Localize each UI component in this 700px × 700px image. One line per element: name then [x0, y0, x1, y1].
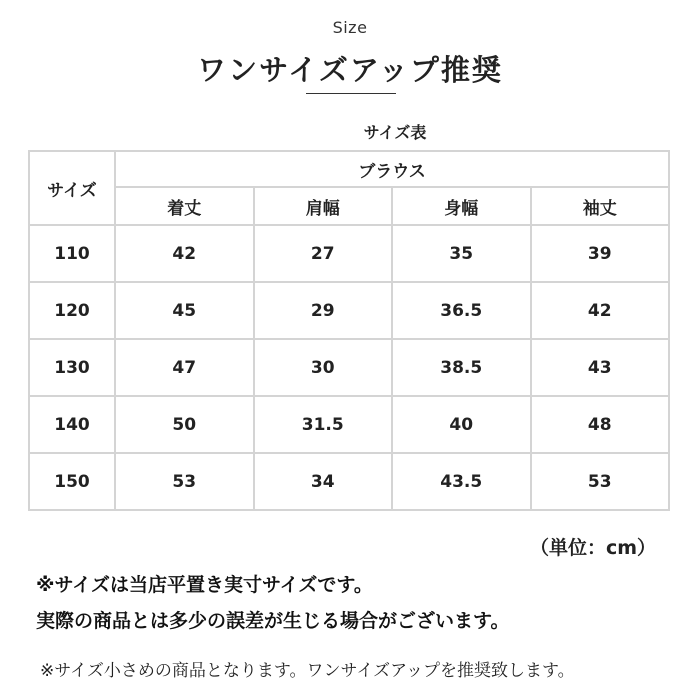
blouse-group-header: ブラウス — [115, 151, 669, 187]
value-cell: 50 — [115, 396, 254, 453]
column-header-length: 着丈 — [115, 187, 254, 225]
size-eyebrow: Size — [332, 18, 368, 37]
note-tolerance: 実際の商品とは多少の誤差が生じる場合がございます。 — [36, 610, 510, 632]
value-cell: 31.5 — [254, 396, 393, 453]
column-header-width: 身幅 — [392, 187, 531, 225]
value-cell: 38.5 — [392, 339, 531, 396]
table-header-row — [29, 151, 669, 187]
value-cell: 43 — [531, 339, 670, 396]
size-table — [28, 150, 670, 511]
value-cell: 53 — [115, 453, 254, 510]
value-cell: 30 — [254, 339, 393, 396]
table-row — [29, 396, 669, 453]
value-cell: 47 — [115, 339, 254, 396]
table-row — [29, 453, 669, 510]
table-row — [29, 282, 669, 339]
value-cell: 29 — [254, 282, 393, 339]
value-cell: 27 — [254, 225, 393, 282]
page-title: ワンサイズアップ推奨 — [197, 53, 503, 87]
table-row — [29, 339, 669, 396]
value-cell: 34 — [254, 453, 393, 510]
value-cell: 42 — [531, 282, 670, 339]
size-cell: 150 — [29, 453, 115, 510]
unit-note: （単位：cm） — [529, 537, 656, 559]
value-cell: 53 — [531, 453, 670, 510]
column-header-shoulder: 肩幅 — [254, 187, 393, 225]
table-subheader-row — [29, 187, 669, 225]
note-size-up: ※サイズ小さめの商品となります。ワンサイズアップを推奨致します。 — [40, 661, 575, 681]
value-cell: 45 — [115, 282, 254, 339]
value-cell: 48 — [531, 396, 670, 453]
size-cell: 110 — [29, 225, 115, 282]
value-cell: 35 — [392, 225, 531, 282]
table-row — [29, 225, 669, 282]
value-cell: 43.5 — [392, 453, 531, 510]
value-cell: 36.5 — [392, 282, 531, 339]
size-cell: 140 — [29, 396, 115, 453]
size-cell: 130 — [29, 339, 115, 396]
value-cell: 40 — [392, 396, 531, 453]
value-cell: 39 — [531, 225, 670, 282]
table-caption: サイズ表 — [363, 123, 427, 142]
value-cell: 42 — [115, 225, 254, 282]
column-header-sleeve: 袖丈 — [531, 187, 670, 225]
title-underline — [306, 93, 396, 94]
note-actual-size: ※サイズは当店平置き実寸サイズです。 — [36, 574, 373, 596]
size-cell: 120 — [29, 282, 115, 339]
size-column-header: サイズ — [29, 151, 115, 225]
